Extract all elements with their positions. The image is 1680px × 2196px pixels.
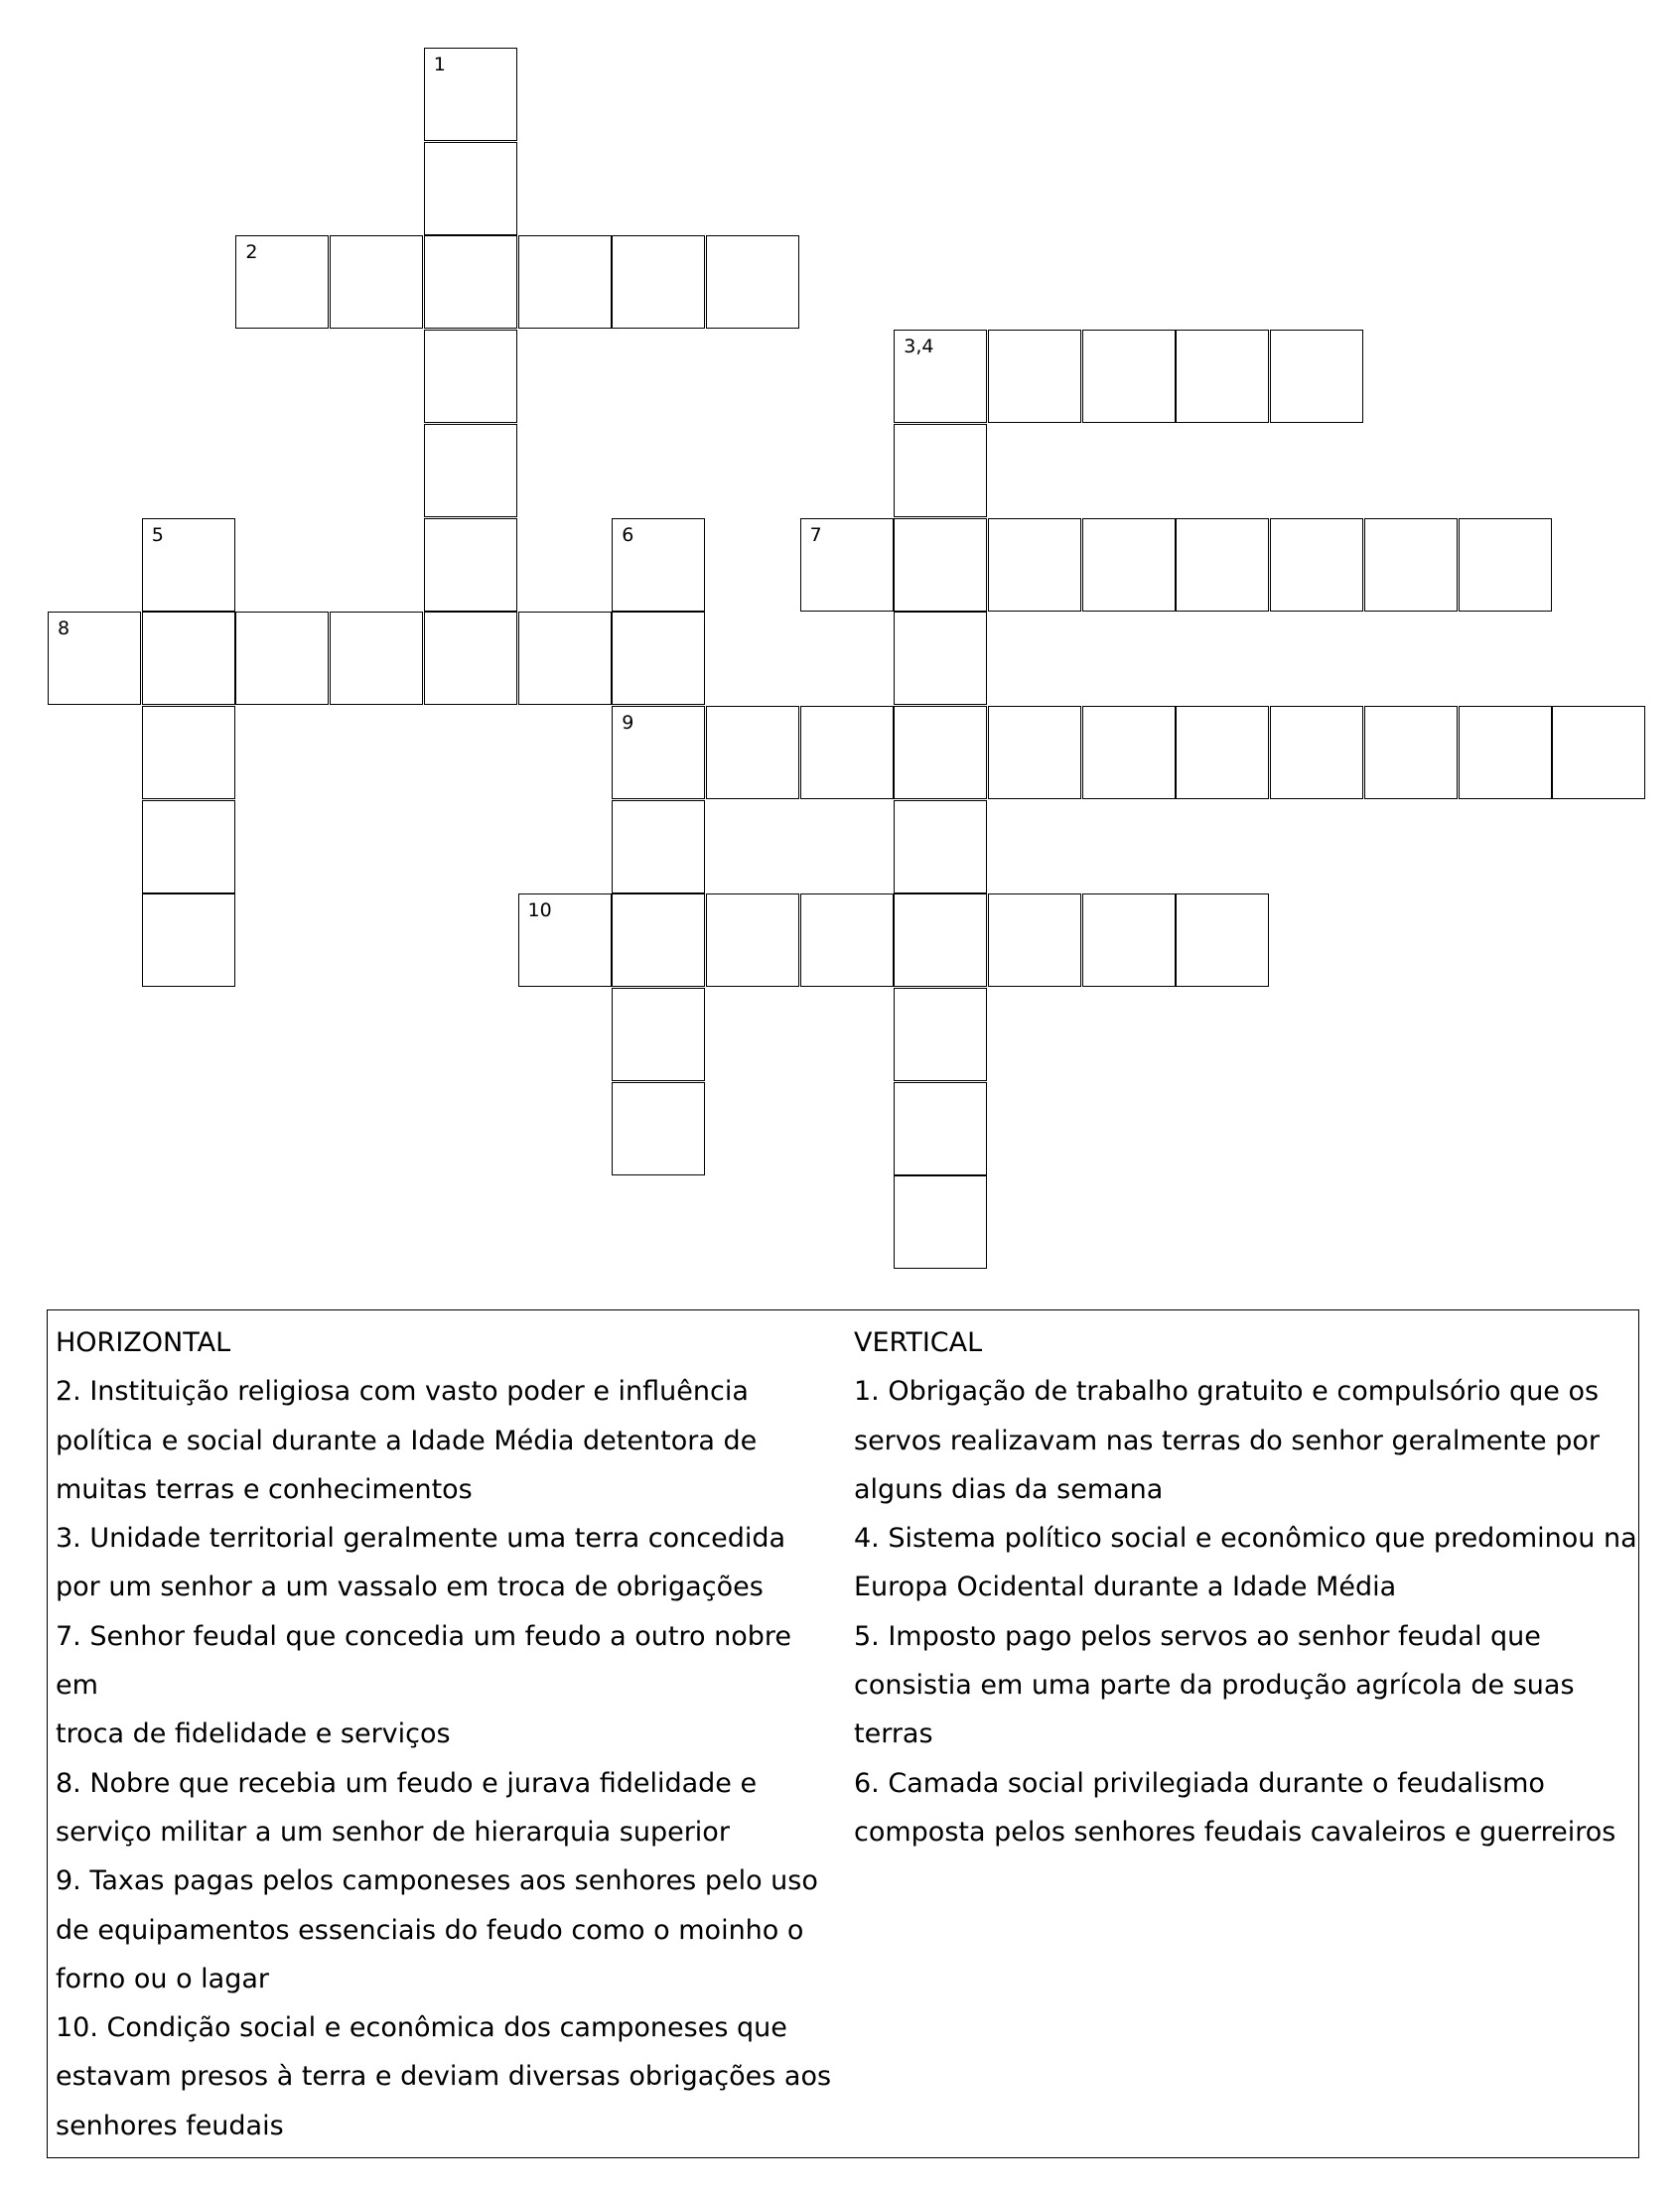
crossword-cell[interactable] xyxy=(1459,518,1552,612)
crossword-cell[interactable] xyxy=(1459,706,1552,799)
crossword-cell[interactable] xyxy=(1082,706,1176,799)
crossword-cell-start-9[interactable] xyxy=(612,706,705,799)
vertical-clue-line: 6. Camada social privilegiada durante o feudalismo xyxy=(854,1767,1545,1799)
horizontal-clue-line: 3. Unidade territorial geralmente uma terra concedida xyxy=(56,1523,786,1555)
crossword-cell-start-1[interactable] xyxy=(424,48,517,141)
crossword-cell[interactable] xyxy=(706,893,799,987)
crossword-cell[interactable] xyxy=(894,1175,987,1269)
horizontal-clue-line: estavam presos à terra e deviam diversas obrigações aos xyxy=(56,2061,832,2093)
crossword-cell[interactable] xyxy=(1364,706,1458,799)
vertical-clue-line: consistia em uma parte da produção agrícola de suas xyxy=(854,1670,1575,1702)
crossword-cell[interactable] xyxy=(142,800,235,893)
crossword-cell[interactable] xyxy=(1176,518,1269,612)
clues-box xyxy=(47,1309,1639,2158)
crossword-cell[interactable] xyxy=(988,893,1081,987)
crossword-cell[interactable] xyxy=(988,330,1081,423)
crossword-cell[interactable] xyxy=(1082,330,1176,423)
crossword-cell[interactable] xyxy=(800,706,894,799)
crossword-cell[interactable] xyxy=(424,424,517,517)
crossword-cell[interactable] xyxy=(894,800,987,893)
horizontal-clue-line: 10. Condição social e econômica dos camponeses que xyxy=(56,2012,787,2044)
crossword-cell[interactable] xyxy=(612,893,705,987)
crossword-cell[interactable] xyxy=(894,706,987,799)
crossword-cell[interactable] xyxy=(518,235,612,329)
crossword-cell[interactable] xyxy=(706,235,799,329)
horizontal-clue-line: forno ou o lagar xyxy=(56,1963,270,1994)
horizontal-clue-line: senhores feudais xyxy=(56,2110,284,2141)
crossword-cell-start-6[interactable] xyxy=(612,518,705,612)
horizontal-clue xyxy=(56,1514,840,1612)
crossword-cell[interactable] xyxy=(612,988,705,1081)
crossword-cell-start-3-4[interactable] xyxy=(894,330,987,423)
horizontal-clue-line: troca de fidelidade e serviços xyxy=(56,1718,451,1750)
crossword-cell[interactable] xyxy=(1270,330,1363,423)
crossword-cell[interactable] xyxy=(612,800,705,893)
crossword-cell[interactable] xyxy=(800,893,894,987)
vertical-clue xyxy=(854,1759,1638,1857)
clue-number-label: 10 xyxy=(527,899,552,922)
crossword-cell[interactable] xyxy=(424,142,517,235)
vertical-clue xyxy=(854,1612,1638,1759)
crossword-cell[interactable] xyxy=(235,612,329,705)
crossword-cell[interactable] xyxy=(894,893,987,987)
horizontal-clues-column xyxy=(56,1318,840,2150)
horizontal-clue xyxy=(56,2003,840,2150)
vertical-clue-line: 1. Obrigação de trabalho gratuito e compulsório que os xyxy=(854,1376,1600,1408)
clue-number-label: 6 xyxy=(622,523,634,546)
vertical-heading: VERTICAL xyxy=(854,1327,983,1358)
crossword-cell[interactable] xyxy=(424,235,517,329)
clue-number-label: 2 xyxy=(245,241,258,264)
vertical-clue-line: composta pelos senhores feudais cavaleiros e guerreiros xyxy=(854,1816,1616,1848)
crossword-cell[interactable] xyxy=(142,893,235,987)
horizontal-clue-line: de equipamentos essenciais do feudo como o moinho o xyxy=(56,1914,804,1946)
horizontal-clue-line: 2. Instituição religiosa com vasto poder e influência xyxy=(56,1376,749,1408)
vertical-clue-line: terras xyxy=(854,1718,933,1750)
horizontal-clue-line: 9. Taxas pagas pelos camponeses aos senhores pelo uso xyxy=(56,1865,818,1897)
horizontal-clue-line: 7. Senhor feudal que concedia um feudo a outro nobre em xyxy=(56,1620,791,1702)
horizontal-clue-line: política e social durante a Idade Média detentora de xyxy=(56,1425,758,1456)
crossword-cell[interactable] xyxy=(612,612,705,705)
crossword-cell[interactable] xyxy=(518,612,612,705)
crossword-cell[interactable] xyxy=(988,706,1081,799)
crossword-cell-start-5[interactable] xyxy=(142,518,235,612)
crossword-cell[interactable] xyxy=(142,612,235,705)
crossword-cell-start-2[interactable] xyxy=(235,235,329,329)
crossword-cell[interactable] xyxy=(424,518,517,612)
clue-number-label: 8 xyxy=(58,618,70,640)
crossword-cell[interactable] xyxy=(424,330,517,423)
crossword-cell[interactable] xyxy=(330,235,423,329)
crossword-cell[interactable] xyxy=(1270,518,1363,612)
horizontal-clue-line: muitas terras e conhecimentos xyxy=(56,1473,473,1505)
crossword-cell[interactable] xyxy=(424,612,517,705)
vertical-clue-line: alguns dias da semana xyxy=(854,1473,1164,1505)
crossword-cell[interactable] xyxy=(988,518,1081,612)
clue-number-label: 5 xyxy=(151,523,164,546)
vertical-clue-line: Europa Ocidental durante a Idade Média xyxy=(854,1572,1397,1603)
horizontal-clue-list xyxy=(56,1367,840,2150)
crossword-cell[interactable] xyxy=(1176,893,1269,987)
crossword-cell[interactable] xyxy=(142,706,235,799)
vertical-clues-column xyxy=(854,1318,1638,1856)
horizontal-clue xyxy=(56,1367,840,1514)
crossword-cell[interactable] xyxy=(1270,706,1363,799)
crossword-cell[interactable] xyxy=(612,1082,705,1175)
crossword-cell[interactable] xyxy=(894,1082,987,1175)
clue-number-label: 9 xyxy=(622,711,634,734)
vertical-clue xyxy=(854,1367,1638,1514)
clue-number-label: 1 xyxy=(433,54,446,75)
crossword-cell-start-8[interactable] xyxy=(48,612,141,705)
crossword-cell[interactable] xyxy=(612,235,705,329)
horizontal-clue-line: 8. Nobre que recebia um feudo e jurava fidelidade e xyxy=(56,1767,758,1799)
horizontal-clue xyxy=(56,1759,840,1857)
crossword-cell[interactable] xyxy=(894,612,987,705)
horizontal-clue-line: serviço militar a um senhor de hierarquia superior xyxy=(56,1816,730,1848)
horizontal-heading: HORIZONTAL xyxy=(56,1327,231,1358)
crossword-cell[interactable] xyxy=(1552,706,1645,799)
horizontal-clue xyxy=(56,1612,840,1759)
vertical-clue xyxy=(854,1514,1638,1612)
vertical-clue-list xyxy=(854,1367,1638,1856)
crossword-cell[interactable] xyxy=(1176,330,1269,423)
vertical-clue-line: servos realizavam nas terras do senhor geralmente por xyxy=(854,1425,1600,1456)
crossword-cell[interactable] xyxy=(894,518,987,612)
crossword-cell[interactable] xyxy=(1082,893,1176,987)
clue-number-label: 3,4 xyxy=(904,336,934,358)
crossword-cell[interactable] xyxy=(1364,518,1458,612)
crossword-cell[interactable] xyxy=(706,706,799,799)
vertical-clue-line: 4. Sistema político social e econômico que predominou na xyxy=(854,1523,1637,1555)
horizontal-clue-line: por um senhor a um vassalo em troca de obrigações xyxy=(56,1572,764,1603)
crossword-cell[interactable] xyxy=(1082,518,1176,612)
crossword-cell[interactable] xyxy=(894,988,987,1081)
clue-number-label: 7 xyxy=(809,523,822,546)
horizontal-clue xyxy=(56,1856,840,2003)
vertical-clue-line: 5. Imposto pago pelos servos ao senhor feudal que xyxy=(854,1620,1541,1652)
crossword-cell[interactable] xyxy=(330,612,423,705)
crossword-cell[interactable] xyxy=(1176,706,1269,799)
crossword-cell[interactable] xyxy=(894,424,987,517)
crossword-cell-start-7[interactable] xyxy=(800,518,894,612)
crossword-cell-start-10[interactable] xyxy=(518,893,612,987)
